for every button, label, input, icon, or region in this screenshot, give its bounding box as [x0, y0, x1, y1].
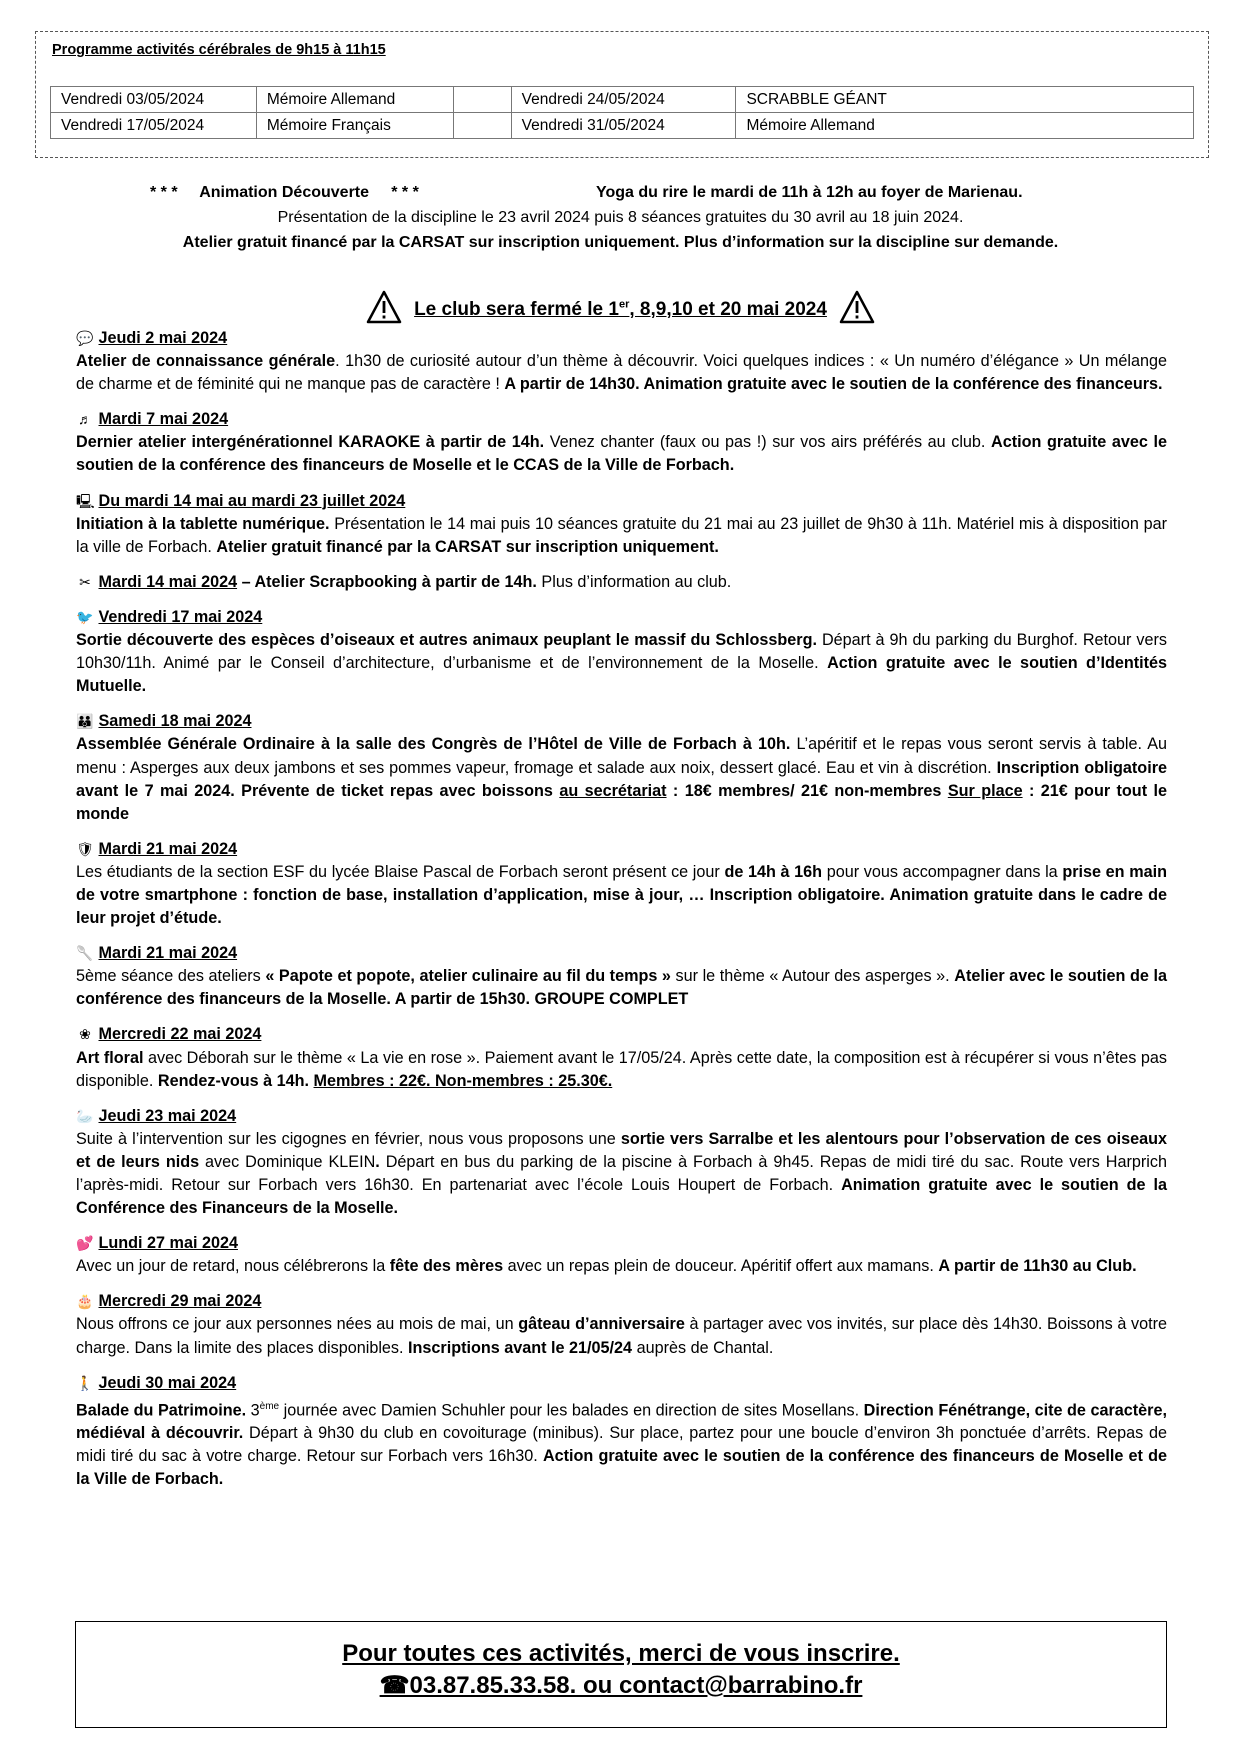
- event-text: Balade du Patrimoine.: [76, 1401, 247, 1420]
- event-text: . 1h30 de curiosité autour d’un thème à découvrir. Voici quelques indices : « Un numéro d’élégance » Un mélange de charme et de féminité qui ne manque pas de caractère !: [76, 352, 1167, 394]
- stork-icon: 🦢: [76, 1107, 94, 1124]
- event-text: Rendez-vous à 14h.: [157, 1071, 314, 1090]
- event-heading: [76, 1290, 1167, 1313]
- programme-cell: [453, 87, 511, 113]
- event-text: Départ à 9h30 du club en covoiturage (minibus). Sur place, partez pour une boucle d’environ 3h ponctuée d’arrêts. Repas de midi tiré du sac à votre charge. Retour sur Forbach vers 16h30.: [76, 1424, 1167, 1466]
- contact-box: [75, 1621, 1167, 1728]
- event-date: Jeudi 2 mai 2024: [98, 329, 228, 347]
- programme-cell: Mémoire Allemand: [736, 113, 1194, 139]
- programme-cell: Vendredi 17/05/2024: [51, 113, 257, 139]
- event-item: [76, 490, 1167, 559]
- closure-text: Le club sera fermé le 1er, 8,9,10 et 20 mai 2024: [414, 298, 827, 320]
- shield-icon: 🛡: [76, 840, 94, 857]
- event-item: [76, 838, 1167, 930]
- programme-cell: Vendredi 03/05/2024: [51, 87, 257, 113]
- event-item: [76, 606, 1167, 698]
- event-date: Lundi 27 mai 2024: [98, 1234, 238, 1253]
- programme-cell: Mémoire Français: [256, 113, 453, 139]
- event-date: Mardi 7 mai 2024: [98, 410, 229, 429]
- hearts-icon: 💕: [76, 1235, 94, 1252]
- bird-icon: 🐦: [76, 608, 94, 625]
- event-text: avec un repas plein de douceur. Apéritif offert aux mamans.: [503, 1257, 939, 1276]
- event-heading: [76, 942, 1167, 965]
- event-description: [76, 431, 1167, 477]
- event-description: [76, 861, 1167, 930]
- flower-icon: ❀: [79, 1026, 91, 1043]
- event-item: [76, 1232, 1167, 1278]
- event-item: [76, 327, 1167, 396]
- event-heading: [76, 1232, 1167, 1255]
- event-heading: [76, 408, 1167, 431]
- event-text: Action gratuite avec le soutien d’Identités Mutuelle.: [76, 654, 1168, 696]
- event-text: prise en main de votre smartphone : fonction de base, installation d’application, mise à jour, … Inscription obligatoire. Animation gratuite dans le cadre de leur projet d’étude.: [76, 862, 1167, 928]
- event-text: avec Déborah sur le thème « La vie en rose ». Paiement avant le 17/05/24. Après cette date, la composition est à récupérer si vous n’êtes pas disponible.: [76, 1048, 1167, 1090]
- event-text: Départ en bus du parking de la piscine à Forbach à 9h45. Repas de midi tiré du sac. Route vers Harprich l’après-midi. Retour sur Forbach vers 16h30. En partenariat avec l’école Louis Houpert de Forbach.: [76, 1152, 1167, 1194]
- programme-box: [35, 31, 1209, 158]
- music-note-icon: ♬: [78, 411, 92, 428]
- event-item: [76, 1105, 1167, 1220]
- group-icon: 👪: [76, 713, 94, 730]
- warning-icon: [839, 290, 875, 329]
- event-text: 3: [246, 1401, 260, 1420]
- programme-table: [50, 86, 1194, 139]
- event-date: Mardi 14 mai 2024: [98, 572, 238, 591]
- events-list: [76, 327, 1167, 1504]
- event-description: [76, 1395, 1167, 1492]
- event-text: Sortie découverte des espèces d’oiseaux et autres animaux peuplant le massif du Schlossberg.: [76, 631, 817, 650]
- programme-row: [51, 87, 1194, 113]
- event-text: Dernier atelier intergénérationnel KARAOKE à partir de 14h.: [76, 433, 545, 452]
- event-heading: [76, 1023, 1167, 1046]
- event-text: Les étudiants de la section ESF du lycée Blaise Pascal de Forbach seront présent ce jour: [76, 862, 725, 881]
- event-text: Suite à l’intervention sur les cigognes en février, nous vous proposons une: [76, 1129, 621, 1148]
- programme-cell: [453, 113, 511, 139]
- event-item: [76, 942, 1167, 1011]
- event-heading: [76, 571, 1167, 594]
- event-text: Animation gratuite avec le soutien de la Conférence des Financeurs de la Moselle.: [76, 1176, 1167, 1218]
- event-description: [76, 513, 1167, 559]
- event-text: Sur place: [947, 781, 1023, 800]
- contact-line-2: [76, 1670, 1166, 1702]
- event-item: [76, 408, 1167, 477]
- event-text: Action gratuite avec le soutien de la conférence des financeurs de Moselle et de la Ville de Forbach.: [76, 1447, 1167, 1489]
- event-text: A partir de 14h30. Animation gratuite avec le soutien de la conférence des financeurs.: [504, 375, 1163, 394]
- spoon-icon: 🥄: [76, 945, 94, 962]
- event-text: Atelier de connaissance générale: [76, 352, 336, 371]
- event-text: Art floral: [76, 1048, 144, 1067]
- event-heading: [76, 327, 1167, 350]
- event-text: ème: [259, 1400, 280, 1412]
- walking-person-icon: 🚶: [76, 1374, 94, 1391]
- event-description: [76, 1313, 1167, 1359]
- computer-icon: 🖳: [76, 492, 95, 509]
- event-text: auprès de Chantal.: [632, 1338, 774, 1357]
- event-item: [76, 1023, 1167, 1092]
- event-text: pour vous accompagner dans la: [822, 862, 1063, 881]
- event-text: .: [375, 1152, 380, 1171]
- event-text: fête des mères: [389, 1257, 504, 1276]
- event-text: Plus d’information au club.: [536, 572, 732, 591]
- programme-cell: SCRABBLE GÉANT: [736, 87, 1194, 113]
- event-text: Présentation le 14 mai puis 10 séances gratuite du 21 mai au 23 juillet de 9h30 à 11h. Matériel mis à disposition par la ville de Forbach.: [76, 514, 1167, 556]
- animation-yoga: Yoga du rire le mardi de 11h à 12h au foyer de Marienau.: [596, 184, 1023, 201]
- event-date: Du mardi 14 mai au mardi 23 juillet 2024: [98, 491, 406, 510]
- event-description: [76, 350, 1167, 396]
- event-date: Samedi 18 mai 2024: [98, 712, 252, 731]
- event-text: à partager avec vos invités, sur place dès 14h30. Boissons à votre charge. Dans la limite des places disponibles.: [76, 1315, 1167, 1357]
- birthday-cake-icon: 🎂: [76, 1293, 94, 1310]
- warning-icon: [366, 290, 402, 329]
- event-date: Mardi 21 mai 2024: [98, 944, 238, 963]
- event-text: Nous offrons ce jour aux personnes nées au mois de mai, un: [76, 1315, 519, 1334]
- event-text: Départ à 9h du parking du Burghof. Retour vers 10h30/11h. Animé par le Conseil d’architecture, d’urbanisme et de l’environnement de la Moselle.: [76, 631, 1167, 673]
- event-text: de 14h à 16h: [724, 862, 823, 881]
- event-description: [76, 629, 1167, 698]
- event-text: Venez chanter (faux ou pas !) sur vos airs préférés au club.: [544, 433, 992, 452]
- event-text: A partir de 11h30 au Club.: [938, 1257, 1137, 1276]
- animation-heading: * * * Animation Découverte * * *: [150, 184, 419, 201]
- event-heading: [76, 606, 1167, 629]
- event-description: [537, 573, 731, 591]
- event-item: [76, 571, 1167, 594]
- event-text: journée avec Damien Schuhler pour les balades en direction de sites Mosellans.: [279, 1401, 864, 1420]
- event-title: – Atelier Scrapbooking à partir de 14h.: [237, 572, 537, 591]
- event-text: Initiation à la tablette numérique.: [76, 514, 330, 533]
- event-date: Mardi 21 mai 2024: [98, 839, 238, 858]
- programme-cell: Vendredi 31/05/2024: [511, 113, 736, 139]
- event-text: gâteau d’anniversaire: [518, 1315, 685, 1334]
- event-description: [76, 733, 1167, 825]
- contact-line-1: Pour toutes ces activités, merci de vous inscrire.: [342, 1640, 900, 1667]
- event-text: 5ème séance des ateliers: [76, 967, 266, 986]
- event-date: Jeudi 30 mai 2024: [98, 1373, 237, 1392]
- event-item: [76, 1290, 1167, 1359]
- animation-presentation: Présentation de la discipline le 23 avril 2024 puis 8 séances gratuites du 30 avril au 18 juin 2024.: [277, 209, 964, 226]
- event-date: Jeudi 23 mai 2024: [98, 1106, 237, 1125]
- event-date: Mercredi 29 mai 2024: [98, 1292, 262, 1311]
- event-description: [76, 965, 1167, 1011]
- event-text: Assemblée Générale Ordinaire à la salle des Congrès de l’Hôtel de Ville de Forbach à 10h.: [76, 735, 791, 754]
- event-text: au secrétariat: [559, 781, 667, 800]
- programme-row: [51, 113, 1194, 139]
- event-item: [76, 710, 1167, 825]
- programme-cell: Vendredi 24/05/2024: [511, 87, 736, 113]
- event-description: [76, 1128, 1167, 1220]
- event-item: [76, 1372, 1167, 1492]
- event-text: Atelier avec le soutien de la conférence des financeurs de la Moselle. A partir de 15h30. GROUPE COMPLET: [76, 967, 1167, 1009]
- phone-icon: ☎: [379, 1672, 410, 1699]
- programme-title: Programme activités cérébrales de 9h15 à 11h15: [52, 42, 386, 58]
- event-text: « Papote et popote, atelier culinaire au fil du temps »: [265, 967, 671, 986]
- event-description: [76, 1255, 1167, 1278]
- event-text: Inscriptions avant le 21/05/24: [408, 1338, 633, 1357]
- event-heading: [76, 1105, 1167, 1128]
- event-text: Inscription obligatoire avant le 7 mai 2024. Prévente de ticket repas avec boissons: [76, 758, 1167, 800]
- event-date: Vendredi 17 mai 2024: [98, 607, 263, 626]
- event-heading: [76, 838, 1167, 861]
- event-text: Action gratuite avec le soutien de la conférence des financeurs de Moselle et le CCAS de la Ville de Forbach.: [76, 433, 1167, 475]
- event-text: L’apéritif et le repas vous seront servis à table. Au menu : Asperges aux deux jambons et ses pommes vapeur, fromage et salade aux noix, dessert glacé. Eau et vin à discrétion.: [76, 735, 1167, 777]
- event-text: Membres : 22€. Non-membres : 25.30€.: [313, 1071, 613, 1090]
- event-description: [76, 1047, 1167, 1093]
- event-text: sur le thème « Autour des asperges ».: [670, 967, 955, 986]
- animation-atelier: Atelier gratuit financé par la CARSAT sur inscription uniquement. Plus d’information sur la discipline sur demande.: [182, 234, 1059, 251]
- event-text: Avec un jour de retard, nous célébrerons la: [76, 1257, 390, 1276]
- event-date: Mercredi 22 mai 2024: [98, 1025, 262, 1044]
- event-heading: [76, 490, 1167, 513]
- event-heading: [76, 1372, 1167, 1395]
- event-text: Atelier gratuit financé par la CARSAT sur inscription uniquement.: [216, 537, 719, 556]
- closure-notice: [0, 290, 1241, 329]
- speech-bubble-icon: 💬: [76, 330, 94, 346]
- event-text: : 21€ pour tout le monde: [76, 781, 1167, 823]
- event-text: avec Dominique KLEIN: [199, 1152, 376, 1171]
- contact-details[interactable]: 03.87.85.33.58. ou contact@barrabino.fr: [409, 1672, 863, 1699]
- event-text: : 18€ membres/ 21€ non-membres: [666, 781, 948, 800]
- programme-cell: Mémoire Allemand: [256, 87, 453, 113]
- event-heading: [76, 710, 1167, 733]
- event-text: Direction Fénétrange, cite de caractère, médiéval à découvrir.: [76, 1401, 1167, 1443]
- event-text: sortie vers Sarralbe et les alentours pour l’observation de ces oiseaux et de leurs nids: [76, 1129, 1167, 1171]
- scissors-icon: ✂: [79, 573, 91, 590]
